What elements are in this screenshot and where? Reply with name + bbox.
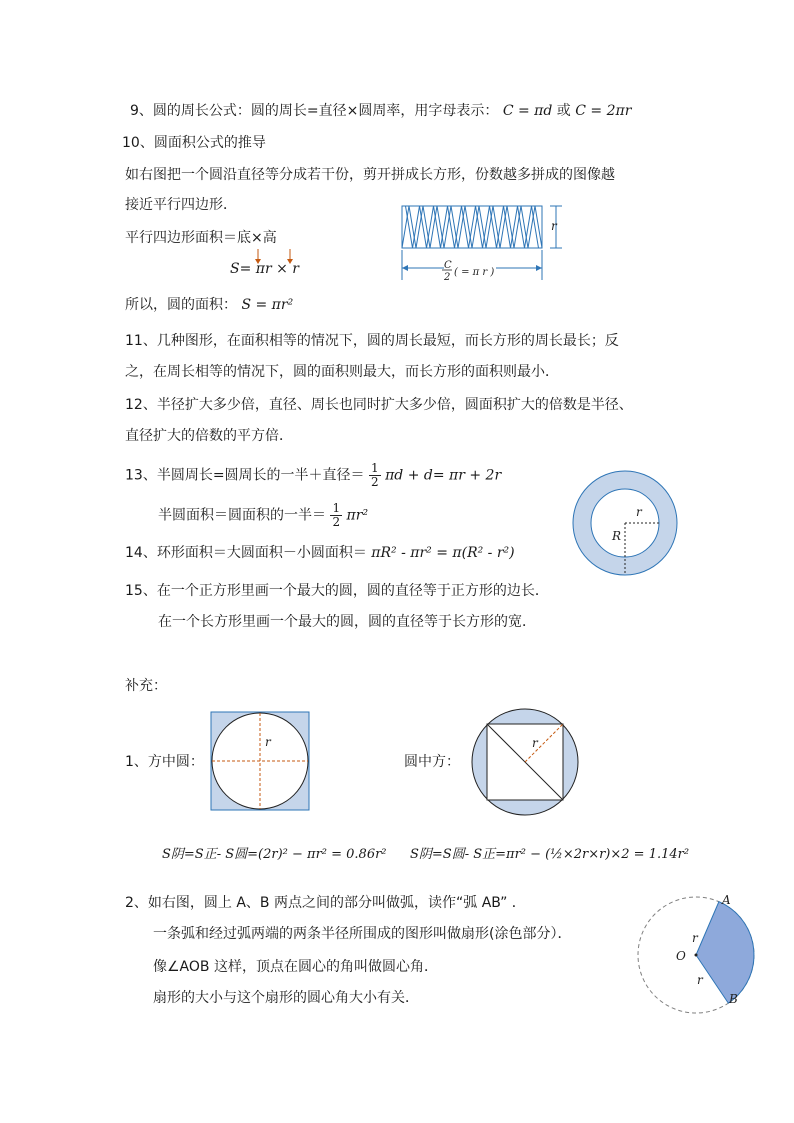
item12-line2: 直径扩大的倍数的平方倍． <box>125 428 293 444</box>
square-circle-label: 1、方中圆： <box>125 754 204 770</box>
parallelogram-figure <box>398 198 588 290</box>
arc-definition-line1: 2、如右图，圆上 A、B 两点之间的部分叫做弧，读作“弧 AB” ． <box>125 895 526 911</box>
item10-para-line1: 如右图把一个圆沿直径等分成若干份，剪开拼成长方形，份数越多拼成的图像越 <box>125 167 615 183</box>
item14-line: 14、环形面积＝大圆面积－小圆面积＝ πR² - πr² = π(R² - r²) <box>125 545 515 561</box>
fraction-half-2: $\frac{1}{2}$ <box>332 501 341 529</box>
circle-square-radius-label: r <box>532 736 538 750</box>
supplement-heading: 补充： <box>125 678 167 694</box>
svg-text:( = π r ): ( = π r ) <box>454 267 495 278</box>
svg-text:2: 2 <box>444 272 451 283</box>
circumference-formula-d: C = πd <box>502 103 553 119</box>
circle-square-label: 圆中方： <box>404 754 460 770</box>
center-o-label: O <box>676 949 686 963</box>
square-circle-radius-label: r <box>265 735 271 749</box>
fraction-half: $\frac{1}{2}$ <box>371 461 379 489</box>
parallelogram-height-label: r <box>551 219 557 233</box>
formula-circle-in-square: S阴=S正- S圆=(2r)² − πr² = 0.86r² <box>162 847 387 862</box>
sector-definition-line: 一条弧和经过弧两端的两条半径所围成的图形叫做扇形(涂色部分）． <box>153 926 572 942</box>
sector-radius-label-1: r <box>692 931 698 945</box>
circle-in-square-figure <box>211 712 311 812</box>
square-in-circle-figure <box>470 707 580 817</box>
area-substitution: S= πr × r <box>230 261 299 277</box>
point-b-label: B <box>729 992 738 1006</box>
central-angle-line: 像∠AOB 这样，顶点在圆心的角叫做圆心角． <box>153 959 438 975</box>
formula-square-in-circle: S阴=S圆- S正=πr² − (½×2r×r)×2 = 1.14r² <box>410 847 690 862</box>
item12-line1: 12、半径扩大多少倍，直径、周长也同时扩大多少倍，圆面积扩大的倍数是半径、 <box>125 397 633 413</box>
item13-line1: 13、半圆周长=圆周长的一半＋直径＝ $\frac{1}{2}$ πd + d= πr + 2r <box>125 461 502 489</box>
sector-radius-label-2: r <box>697 973 703 987</box>
point-a-label: A <box>722 893 731 907</box>
item10-heading: 10、圆面积公式的推导 <box>122 135 266 151</box>
annulus-outer-label: R <box>612 529 622 543</box>
item15-line2: 在一个长方形里画一个最大的圆，圆的直径等于长方形的宽． <box>158 614 536 630</box>
annulus-figure <box>570 468 680 578</box>
circle-area-conclusion: 所以，圆的面积： S = πr² <box>125 297 294 313</box>
annulus-inner-label: r <box>636 505 642 519</box>
item11-line1: 11、几种图形，在面积相等的情况下，圆的周长最短，而长方形的周长最长；反 <box>125 333 619 349</box>
item11-line2: 之，在周长相等的情况下，圆的面积则最大，而长方形的面积则最小． <box>125 364 559 380</box>
item13-line2: 半圆面积＝圆面积的一半＝ $\frac{1}{2}$ πr² <box>158 501 369 529</box>
circumference-formula-r: C = 2πr <box>575 103 632 119</box>
sector-size-line: 扇形的大小与这个扇形的圆心角大小有关． <box>153 990 419 1006</box>
svg-text:C: C <box>444 260 452 271</box>
sector-figure <box>640 890 770 1020</box>
item15-line1: 15、在一个正方形里画一个最大的圆，圆的直径等于正方形的边长． <box>125 583 549 599</box>
item9-line: 9、圆的周长公式：圆的周长=直径×圆周率，用字母表示： C = πd 或 C = 2πr <box>130 103 632 119</box>
item10-para-line2: 接近平行四边形． <box>125 197 237 213</box>
parallelogram-area-line: 平行四边形面积＝底×高 <box>125 230 277 246</box>
